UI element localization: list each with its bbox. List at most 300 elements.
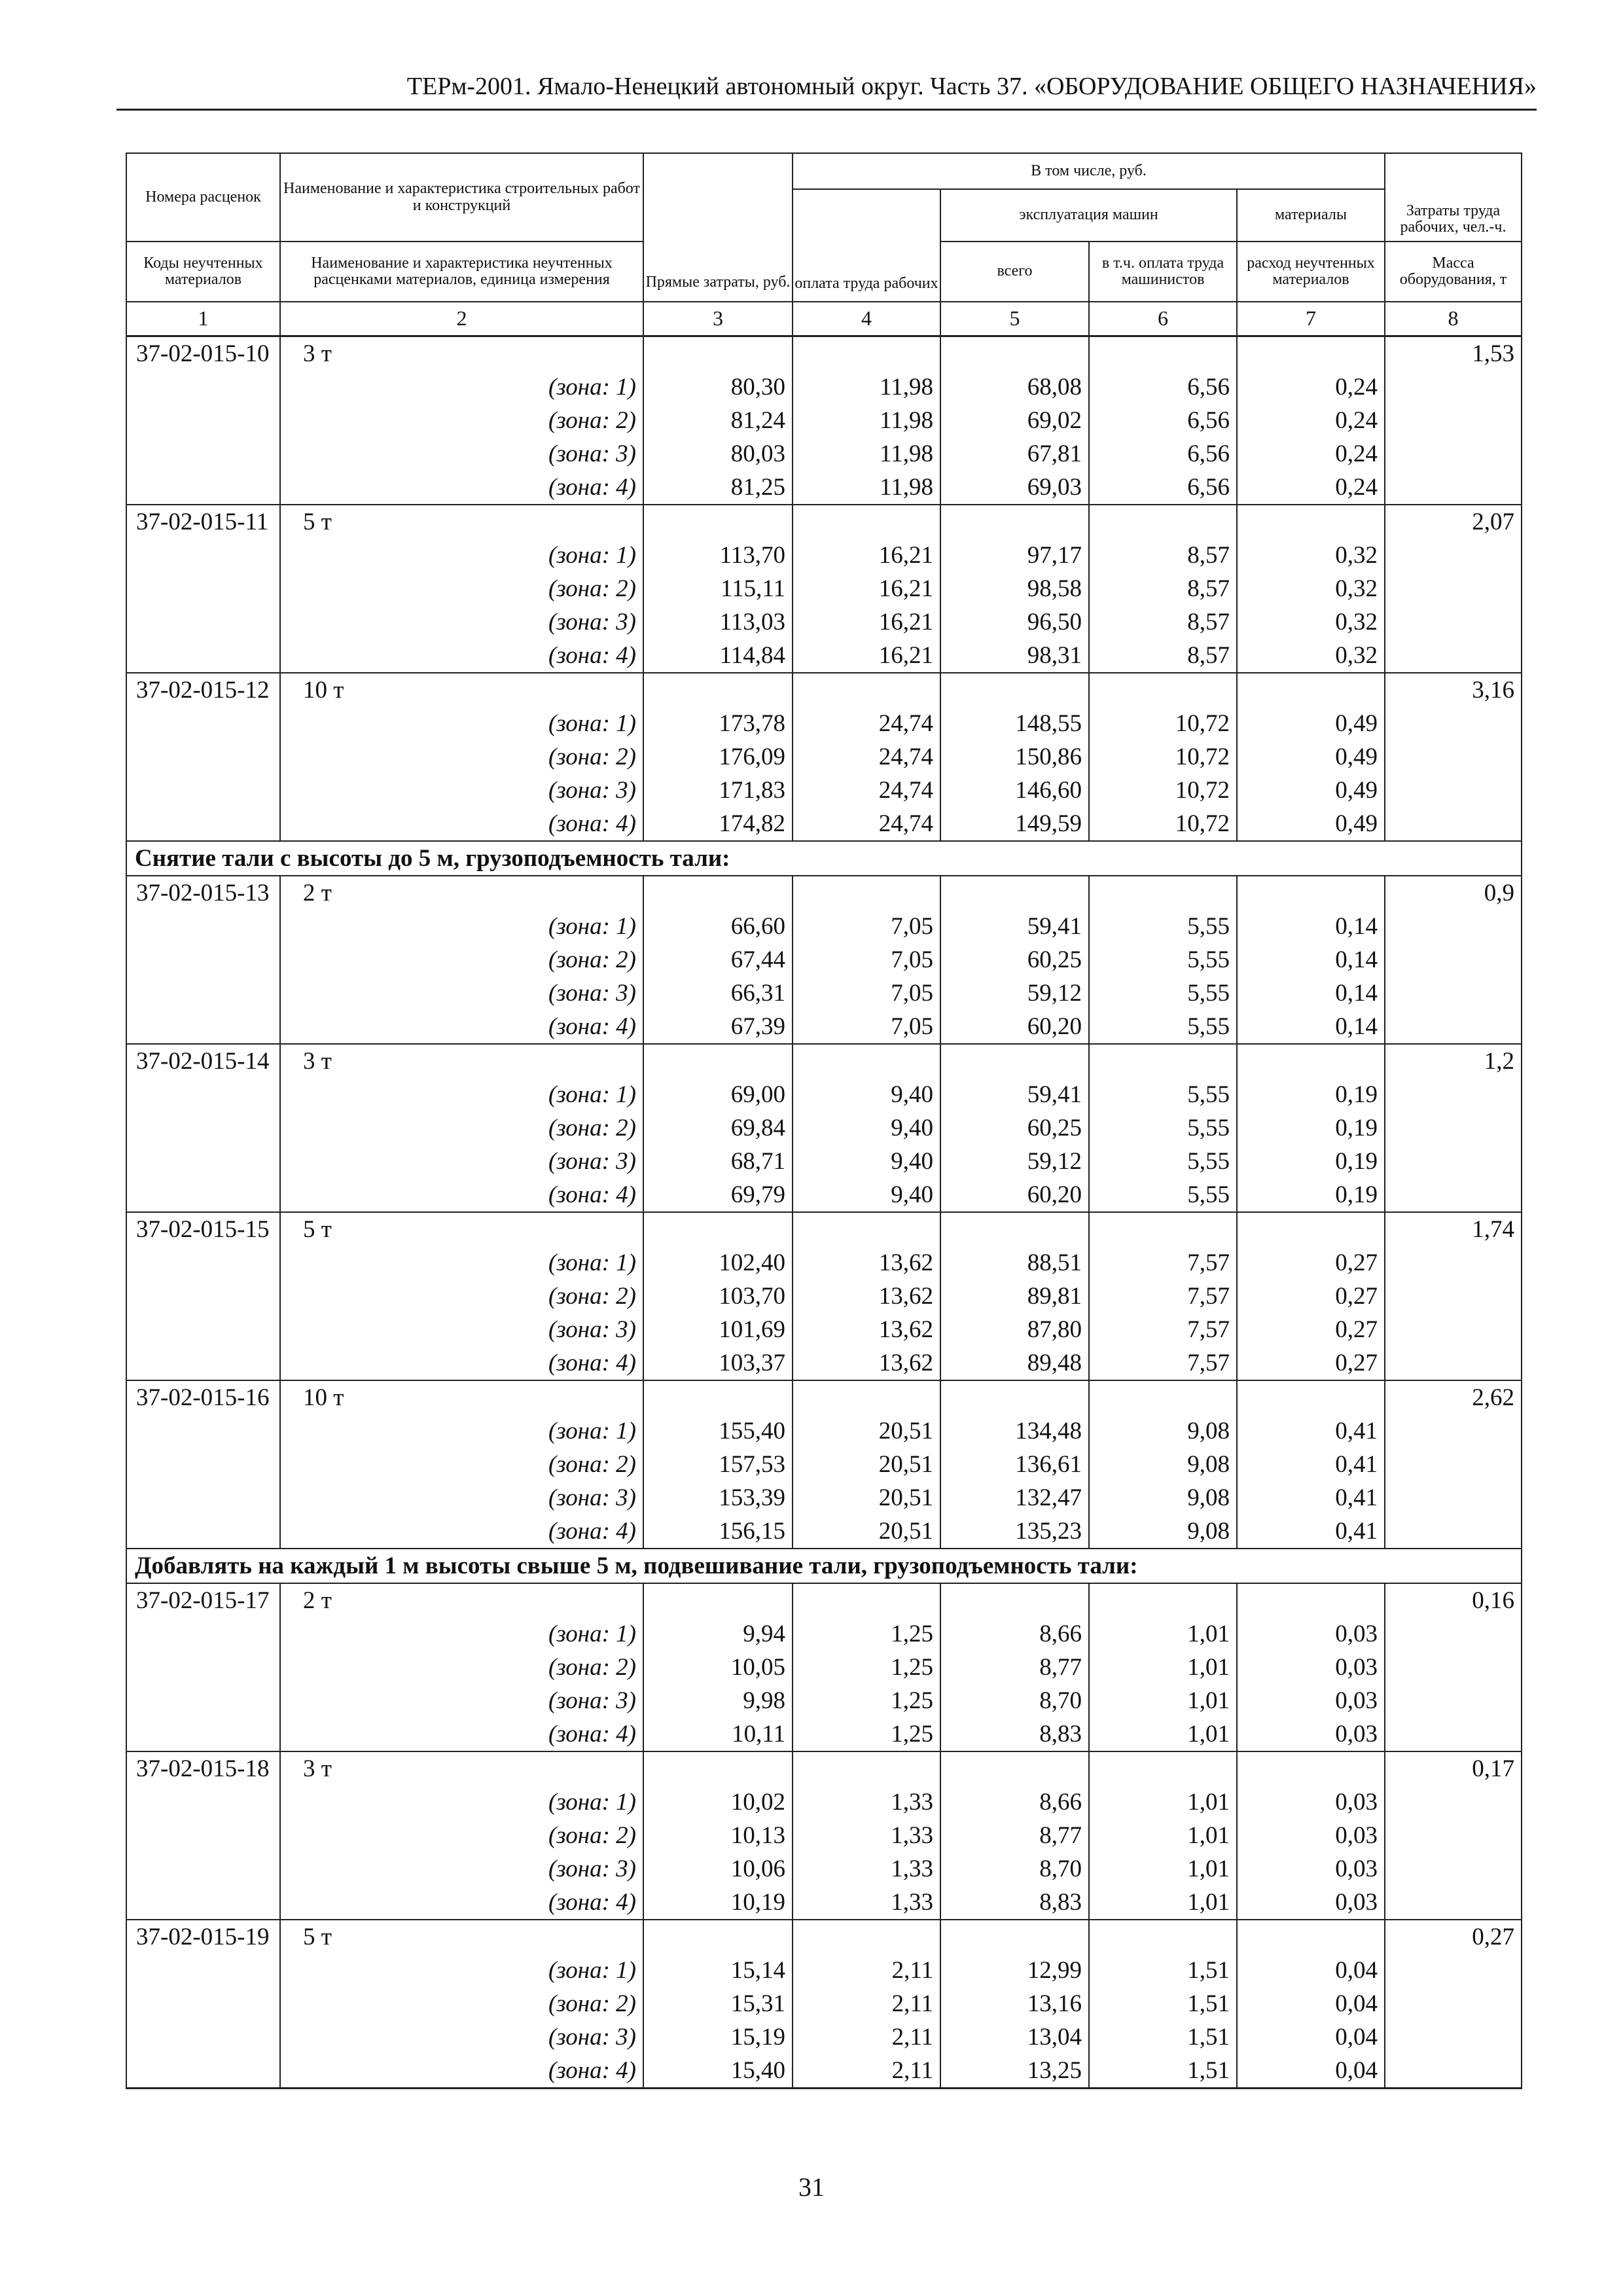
operator-pay: 5,55 [1089,1111,1237,1145]
machines-total: 97,17 [940,539,1089,572]
zone-row [126,977,1522,1010]
empty-cell [1089,1212,1237,1246]
operator-pay: 5,55 [1089,977,1237,1010]
rate-name: 10 т [280,673,643,707]
empty-cell [1385,1111,1522,1145]
machines-total: 132,47 [940,1481,1089,1515]
empty-cell [126,707,280,740]
empty-cell [940,876,1089,910]
empty-cell [126,1313,280,1346]
direct-costs: 15,14 [643,1954,793,1987]
worker-pay: 13,62 [793,1346,940,1380]
empty-cell [1237,1380,1385,1414]
empty-cell [1385,2054,1522,2089]
empty-cell [643,1583,793,1617]
machines-total: 12,99 [940,1954,1089,1987]
empty-cell [1089,1044,1237,1078]
operator-pay: 9,08 [1089,1515,1237,1549]
direct-costs: 102,40 [643,1246,793,1280]
empty-cell [1385,539,1522,572]
direct-costs: 69,79 [643,1178,793,1212]
rate-name: 5 т [280,1920,643,1954]
header-col4: оплата труда рабочих [793,189,940,302]
operator-pay: 1,51 [1089,1987,1237,2020]
rate-row [126,1751,1522,1785]
machines-total: 13,25 [940,2054,1089,2089]
worker-pay: 9,40 [793,1178,940,1212]
machines-total: 89,81 [940,1280,1089,1313]
empty-cell [1385,1178,1522,1212]
worker-pay: 1,25 [793,1717,940,1751]
zone-row [126,370,1522,404]
empty-cell [126,1145,280,1178]
empty-cell [1385,1346,1522,1380]
worker-pay: 11,98 [793,370,940,404]
empty-cell [793,1380,940,1414]
materials: 0,19 [1237,1111,1385,1145]
zone-row [126,1111,1522,1145]
column-number: 8 [1385,302,1522,336]
zone-row [126,1481,1522,1515]
column-number: 1 [126,302,280,336]
materials: 0,19 [1237,1145,1385,1178]
direct-costs: 114,84 [643,639,793,673]
worker-pay: 1,25 [793,1651,940,1684]
header-col5: всего [940,242,1089,302]
operator-pay: 1,01 [1089,1852,1237,1886]
operator-pay: 6,56 [1089,404,1237,437]
direct-costs: 9,94 [643,1617,793,1651]
direct-costs: 66,31 [643,977,793,1010]
column-numbers-row [126,302,1522,336]
rate-code: 37-02-015-12 [126,673,280,707]
section-row [126,1549,1522,1583]
empty-cell [1385,1313,1522,1346]
direct-costs: 66,60 [643,910,793,943]
zone-label: (зона: 3) [280,1481,643,1515]
zone-row [126,1178,1522,1212]
zone-label: (зона: 3) [280,1313,643,1346]
zone-label: (зона: 1) [280,539,643,572]
rate-row [126,1044,1522,1078]
zone-row [126,1246,1522,1280]
materials: 0,03 [1237,1684,1385,1717]
operator-pay: 1,01 [1089,1684,1237,1717]
zone-label: (зона: 4) [280,1346,643,1380]
zone-label: (зона: 1) [280,1617,643,1651]
header-col2-top: Наименование и характеристика строительных работ и конструкций [280,153,643,242]
zone-label: (зона: 1) [280,1954,643,1987]
zone-row [126,910,1522,943]
empty-cell [793,336,940,371]
zone-label: (зона: 3) [280,1852,643,1886]
operator-pay: 9,08 [1089,1414,1237,1448]
zone-label: (зона: 2) [280,1448,643,1481]
empty-cell [1089,336,1237,371]
empty-cell [1385,1280,1522,1313]
rate-name: 5 т [280,505,643,539]
empty-cell [1385,774,1522,807]
empty-cell [1385,1078,1522,1111]
operator-pay: 8,57 [1089,605,1237,639]
header-col1-bottom: Коды неучтенных материалов [126,242,280,302]
empty-cell [126,1852,280,1886]
empty-cell [1237,336,1385,371]
zone-label: (зона: 2) [280,1651,643,1684]
empty-cell [1385,707,1522,740]
zone-row [126,1515,1522,1549]
header-title: ТЕРм-2001. Ямало-Ненецкий автономный округ. Часть 37. «ОБОРУДОВАНИЕ ОБЩЕГО НАЗНАЧЕНИЯ» [406,73,1537,100]
empty-cell [1385,1819,1522,1852]
zone-row [126,707,1522,740]
rates-table [126,152,1522,2089]
direct-costs: 69,84 [643,1111,793,1145]
zone-label: (зона: 4) [280,2054,643,2089]
empty-cell [643,336,793,371]
empty-cell [940,1380,1089,1414]
machines-total: 149,59 [940,807,1089,841]
machines-total: 69,03 [940,471,1089,505]
direct-costs: 10,19 [643,1886,793,1920]
empty-cell [126,943,280,977]
zone-row [126,774,1522,807]
empty-cell [793,673,940,707]
column-number: 7 [1237,302,1385,336]
equipment-mass: 0,17 [1385,1751,1522,1785]
empty-cell [126,807,280,841]
equipment-mass: 1,2 [1385,1044,1522,1078]
materials: 0,41 [1237,1414,1385,1448]
machines-total: 146,60 [940,774,1089,807]
header-col1-top: Номера расценок [126,153,280,242]
materials: 0,03 [1237,1717,1385,1751]
equipment-mass: 1,74 [1385,1212,1522,1246]
materials: 0,24 [1237,404,1385,437]
empty-cell [1089,1751,1237,1785]
rate-code: 37-02-015-13 [126,876,280,910]
empty-cell [1385,1145,1522,1178]
worker-pay: 16,21 [793,605,940,639]
header-col2-bottom: Наименование и характеристика неучтенных расценками материалов, единица измерения [280,242,643,302]
empty-cell [793,876,940,910]
rate-name: 2 т [280,876,643,910]
materials: 0,03 [1237,1617,1385,1651]
zone-row [126,1684,1522,1717]
zone-label: (зона: 3) [280,1684,643,1717]
machines-total: 8,70 [940,1852,1089,1886]
rate-code: 37-02-015-14 [126,1044,280,1078]
zone-label: (зона: 3) [280,977,643,1010]
zone-row [126,1448,1522,1481]
zone-row [126,943,1522,977]
zone-label: (зона: 1) [280,370,643,404]
machines-total: 13,16 [940,1987,1089,2020]
materials: 0,32 [1237,639,1385,673]
machines-total: 87,80 [940,1313,1089,1346]
zone-label: (зона: 4) [280,1515,643,1549]
zone-row [126,807,1522,841]
worker-pay: 1,33 [793,1785,940,1819]
rate-name: 3 т [280,1044,643,1078]
zone-label: (зона: 3) [280,2020,643,2054]
empty-cell [1385,404,1522,437]
operator-pay: 1,01 [1089,1717,1237,1751]
empty-cell [126,910,280,943]
operator-pay: 8,57 [1089,539,1237,572]
machines-total: 59,41 [940,1078,1089,1111]
empty-cell [1385,1448,1522,1481]
direct-costs: 80,30 [643,370,793,404]
worker-pay: 9,40 [793,1078,940,1111]
materials: 0,49 [1237,707,1385,740]
worker-pay: 1,33 [793,1852,940,1886]
zone-label: (зона: 4) [280,1886,643,1920]
table-header [126,153,1522,336]
zone-row [126,1346,1522,1380]
zone-row [126,740,1522,774]
operator-pay: 10,72 [1089,740,1237,774]
rate-code: 37-02-015-11 [126,505,280,539]
rate-row [126,876,1522,910]
rate-code: 37-02-015-18 [126,1751,280,1785]
zone-row [126,605,1522,639]
operator-pay: 7,57 [1089,1313,1237,1346]
machines-total: 60,20 [940,1178,1089,1212]
direct-costs: 15,19 [643,2020,793,2054]
machines-total: 8,83 [940,1886,1089,1920]
empty-cell [1385,1954,1522,1987]
machines-total: 60,20 [940,1010,1089,1044]
header-col8-top: Затраты труда рабочих, чел.-ч. [1385,153,1522,242]
empty-cell [1385,437,1522,471]
materials: 0,14 [1237,943,1385,977]
empty-cell [126,1414,280,1448]
empty-cell [1385,910,1522,943]
machines-total: 96,50 [940,605,1089,639]
empty-cell [126,1448,280,1481]
empty-cell [1385,471,1522,505]
rate-code: 37-02-015-17 [126,1583,280,1617]
empty-cell [126,471,280,505]
empty-cell [126,605,280,639]
machines-total: 60,25 [940,1111,1089,1145]
rate-row [126,1380,1522,1414]
worker-pay: 11,98 [793,404,940,437]
direct-costs: 101,69 [643,1313,793,1346]
zone-label: (зона: 3) [280,605,643,639]
zone-row [126,1651,1522,1684]
empty-cell [1385,977,1522,1010]
empty-cell [1089,1583,1237,1617]
operator-pay: 1,51 [1089,2020,1237,2054]
zone-row [126,639,1522,673]
rate-name: 3 т [280,1751,643,1785]
rate-row [126,1583,1522,1617]
zone-label: (зона: 2) [280,943,643,977]
direct-costs: 10,13 [643,1819,793,1852]
direct-costs: 10,06 [643,1852,793,1886]
operator-pay: 10,72 [1089,707,1237,740]
zone-label: (зона: 1) [280,910,643,943]
zone-label: (зона: 2) [280,1280,643,1313]
header-including: В том числе, руб. [793,153,1385,189]
materials: 0,04 [1237,1987,1385,2020]
materials: 0,32 [1237,572,1385,605]
zone-label: (зона: 3) [280,437,643,471]
zone-label: (зона: 1) [280,1078,643,1111]
zone-label: (зона: 1) [280,1414,643,1448]
worker-pay: 11,98 [793,471,940,505]
zone-label: (зона: 1) [280,707,643,740]
direct-costs: 176,09 [643,740,793,774]
worker-pay: 20,51 [793,1414,940,1448]
empty-cell [1237,505,1385,539]
materials: 0,41 [1237,1515,1385,1549]
equipment-mass: 0,27 [1385,1920,1522,1954]
machines-total: 88,51 [940,1246,1089,1280]
empty-cell [793,1751,940,1785]
empty-cell [1385,1684,1522,1717]
machines-total: 8,66 [940,1617,1089,1651]
operator-pay: 7,57 [1089,1346,1237,1380]
zone-row [126,1078,1522,1111]
empty-cell [793,1583,940,1617]
materials: 0,24 [1237,370,1385,404]
rate-row [126,673,1522,707]
empty-cell [1385,1987,1522,2020]
empty-cell [1385,1515,1522,1549]
zone-row [126,572,1522,605]
empty-cell [126,572,280,605]
empty-cell [126,1684,280,1717]
machines-total: 8,77 [940,1651,1089,1684]
direct-costs: 15,31 [643,1987,793,2020]
empty-cell [126,1886,280,1920]
materials: 0,03 [1237,1852,1385,1886]
worker-pay: 1,25 [793,1684,940,1717]
empty-cell [793,1212,940,1246]
zone-row [126,539,1522,572]
machines-total: 59,12 [940,1145,1089,1178]
empty-cell [940,1044,1089,1078]
zone-label: (зона: 1) [280,1246,643,1280]
zone-row [126,1819,1522,1852]
direct-costs: 156,15 [643,1515,793,1549]
zone-row [126,1010,1522,1044]
operator-pay: 5,55 [1089,910,1237,943]
worker-pay: 16,21 [793,572,940,605]
direct-costs: 173,78 [643,707,793,740]
empty-cell [1385,1852,1522,1886]
column-number: 6 [1089,302,1237,336]
section-title: Снятие тали с высоты до 5 м, грузоподъемность тали: [126,841,1522,876]
empty-cell [793,1920,940,1954]
operator-pay: 6,56 [1089,471,1237,505]
empty-cell [126,1280,280,1313]
rate-code: 37-02-015-16 [126,1380,280,1414]
direct-costs: 157,53 [643,1448,793,1481]
materials: 0,27 [1237,1246,1385,1280]
worker-pay: 16,21 [793,539,940,572]
equipment-mass: 2,07 [1385,505,1522,539]
column-number: 5 [940,302,1089,336]
equipment-mass: 0,16 [1385,1583,1522,1617]
worker-pay: 13,62 [793,1313,940,1346]
machines-total: 59,41 [940,910,1089,943]
direct-costs: 81,24 [643,404,793,437]
zone-label: (зона: 4) [280,471,643,505]
materials: 0,19 [1237,1178,1385,1212]
zone-row [126,1280,1522,1313]
worker-pay: 7,05 [793,1010,940,1044]
materials: 0,03 [1237,1785,1385,1819]
zone-label: (зона: 2) [280,572,643,605]
empty-cell [1385,807,1522,841]
machines-total: 89,48 [940,1346,1089,1380]
equipment-mass: 2,62 [1385,1380,1522,1414]
empty-cell [1385,1481,1522,1515]
page-number: 31 [798,2172,825,2202]
direct-costs: 69,00 [643,1078,793,1111]
materials: 0,27 [1237,1346,1385,1380]
empty-cell [1237,1920,1385,1954]
empty-cell [1385,639,1522,673]
zone-row [126,1785,1522,1819]
materials: 0,24 [1237,437,1385,471]
empty-cell [126,774,280,807]
materials: 0,27 [1237,1313,1385,1346]
operator-pay: 1,01 [1089,1651,1237,1684]
section-title: Добавлять на каждый 1 м высоты свыше 5 м, подвешивание тали, грузоподъемность тали: [126,1549,1522,1583]
worker-pay: 2,11 [793,1954,940,1987]
machines-total: 98,58 [940,572,1089,605]
direct-costs: 15,40 [643,2054,793,2089]
rate-name: 10 т [280,1380,643,1414]
empty-cell [1385,943,1522,977]
operator-pay: 1,01 [1089,1886,1237,1920]
empty-cell [940,1583,1089,1617]
operator-pay: 7,57 [1089,1280,1237,1313]
empty-cell [126,639,280,673]
empty-cell [1385,370,1522,404]
empty-cell [1237,1583,1385,1617]
empty-cell [126,1178,280,1212]
zone-label: (зона: 3) [280,774,643,807]
machines-total: 67,81 [940,437,1089,471]
equipment-mass: 0,9 [1385,876,1522,910]
materials: 0,19 [1237,1078,1385,1111]
table-body [126,336,1522,2089]
empty-cell [126,1785,280,1819]
zone-row [126,471,1522,505]
direct-costs: 155,40 [643,1414,793,1448]
empty-cell [126,1819,280,1852]
zone-row [126,1886,1522,1920]
empty-cell [940,1920,1089,1954]
empty-cell [940,505,1089,539]
empty-cell [126,370,280,404]
empty-cell [1089,876,1237,910]
empty-cell [126,1246,280,1280]
direct-costs: 68,71 [643,1145,793,1178]
zone-label: (зона: 2) [280,1819,643,1852]
empty-cell [1089,1380,1237,1414]
direct-costs: 80,03 [643,437,793,471]
rate-row [126,1920,1522,1954]
operator-pay: 10,72 [1089,774,1237,807]
zone-label: (зона: 1) [280,1785,643,1819]
direct-costs: 9,98 [643,1684,793,1717]
